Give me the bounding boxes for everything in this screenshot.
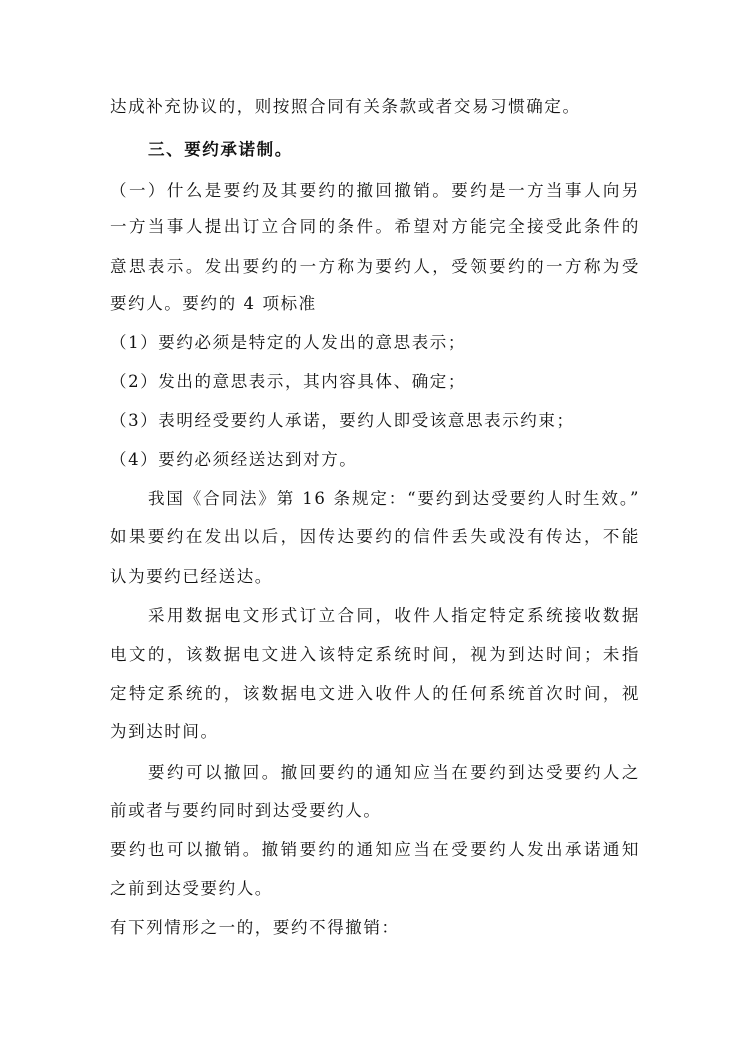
paragraph-line: 要约可以撤回。撤回要约的通知应当在要约到达受要约人之 <box>148 763 640 782</box>
paragraph-line: 有下列情形之一的，要约不得撤销： <box>110 918 400 937</box>
list-item: （3）表明经受要约人承诺，要约人即受该意思表示约束； <box>110 411 575 430</box>
paragraph-line: 达成补充协议的，则按照合同有关条款或者交易习惯确定。 <box>110 97 581 116</box>
section-heading: 三、要约承诺制。 <box>148 140 293 159</box>
list-item: （1）要约必须是特定的人发出的意思表示； <box>110 333 466 352</box>
paragraph-line: 电文的，该数据电文进入该特定系统时间，视为到达时间；未指 <box>110 645 640 664</box>
list-item: （4）要约必须经送达到对方。 <box>110 450 358 469</box>
paragraph-line: 要约也可以撤销。撤销要约的通知应当在受要约人发出承诺通知 <box>110 840 640 859</box>
paragraph-line: 前或者与要约同时到达受要约人。 <box>110 801 382 820</box>
paragraph-line: 如果要约在发出以后，因传达要约的信件丢失或没有传达，不能 <box>110 527 640 546</box>
paragraph-line: 之前到达受要约人。 <box>110 879 273 898</box>
paragraph-line: 意思表示。发出要约的一方称为要约人，受领要约的一方称为受 <box>110 257 640 276</box>
paragraph-line: 一方当事人提出订立合同的条件。希望对方能完全接受此条件的 <box>110 217 640 236</box>
paragraph-line: 为到达时间。 <box>110 722 219 741</box>
paragraph-line: 采用数据电文形式订立合同，收件人指定特定系统接收数据 <box>148 606 640 625</box>
paragraph-line: （一）什么是要约及其要约的撤回撤销。要约是一方当事人向另 <box>110 181 640 200</box>
paragraph-line: 要约人。要约的 4 项标准 <box>110 294 317 313</box>
list-item: （2）发出的意思表示，其内容具体、确定； <box>110 372 466 391</box>
paragraph-line: 认为要约已经送达。 <box>110 567 273 586</box>
paragraph-line: 定特定系统的，该数据电文进入收件人的任何系统首次时间，视 <box>110 684 640 703</box>
paragraph-line: 我国《合同法》第 16 条规定：“要约到达受要约人时生效。” <box>148 489 640 508</box>
